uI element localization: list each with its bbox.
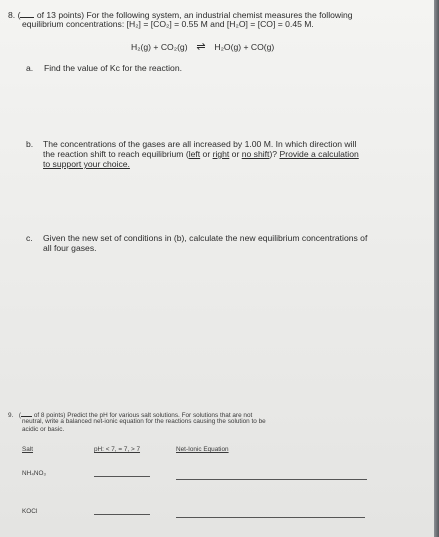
part-c-line-2: all four gases. (43, 243, 97, 253)
ph-answer-line-row-2[interactable] (94, 514, 150, 515)
question-9-score-blank[interactable] (18, 410, 32, 419)
question-9-number: 9. (8, 412, 14, 419)
question-8-score-blank[interactable] (17, 9, 34, 20)
part-c-label: c. (26, 233, 33, 243)
question-9-prompt-line-3: acidic or basic. (22, 426, 65, 433)
part-b-line-3: to support your choice. (43, 159, 130, 169)
part-b-line-2-post: )? (269, 149, 280, 159)
choice-right: right (212, 149, 230, 159)
salt-row-2-name: KOCl (22, 508, 38, 515)
header-salt: Salt (22, 446, 34, 453)
equilibrium-arrow-icon: ⇌ (196, 41, 206, 53)
part-c-line-1: Given the new set of conditions in (b), calculate the new equilibrium concentrations of (43, 233, 368, 243)
part-a-label: a. (26, 63, 34, 73)
question-8-number: 8. (8, 10, 16, 20)
choice-left: left (188, 149, 201, 159)
question-9-prompt-line-2: neutral, write a balanced net-ionic equation for the reactions causing the solution to be (22, 418, 266, 425)
choice-no-shift: no shift (241, 149, 270, 159)
header-net-ionic: Net-Ionic Equation (176, 446, 229, 453)
question-9-prompt-line-1: of 8 points) Predict the pH for various salt solutions. For solutions that are not (32, 412, 253, 419)
question-8-open-paren: ( (17, 10, 21, 20)
provide-calculation-text: Provide a calculation (279, 149, 359, 159)
question-9-open-paren: ( (18, 412, 22, 419)
part-a-text: Find the value of Kc for the reaction. (43, 63, 183, 73)
part-b-or-1: or (200, 149, 213, 159)
ph-answer-line-row-1[interactable] (94, 476, 150, 477)
part-b-or-2: or (229, 149, 242, 159)
header-ph: pH: < 7, = 7, > 7 (94, 446, 141, 453)
page-edge-shadow (434, 0, 439, 537)
reaction-reactants: H₂(g) + CO₂(g) (131, 42, 188, 52)
equation-answer-line-row-1[interactable] (176, 479, 367, 480)
reaction-equation (131, 42, 274, 52)
part-b-line-2 (43, 149, 359, 159)
salt-row-1-name: NH₄NO₃ (22, 470, 47, 477)
equation-answer-line-row-2[interactable] (176, 517, 365, 518)
reaction-products: H₂O(g) + CO(g) (214, 42, 275, 52)
part-b-line-2-pre: the reaction shift to reach equilibrium ( (43, 149, 189, 159)
part-b-line-1: The concentrations of the gases are all increased by 1.00 M. In which direction will (43, 139, 357, 149)
question-8-prompt-line-1: of 13 points) For the following system, an industrial chemist measures the following (34, 10, 353, 20)
part-b-label: b. (26, 139, 34, 149)
question-8-prompt-line-2: equilibrium concentrations: [H₂] = [CO₂] = 0.55 M and [H₂O] = [CO] = 0.45 M. (22, 19, 314, 29)
part-a (26, 63, 182, 73)
